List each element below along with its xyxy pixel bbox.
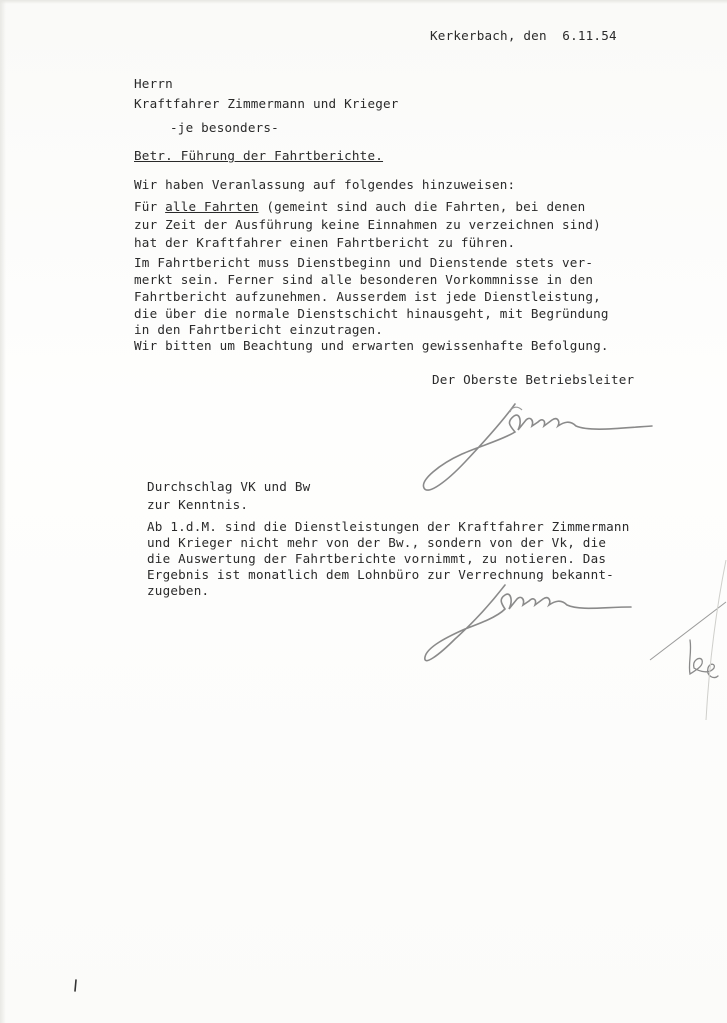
- copy-note-line-1: Durchschlag VK und Bw: [147, 479, 311, 494]
- copy-note-line-2: zur Kenntnis.: [147, 497, 249, 512]
- p1-underlined: alle Fahrten: [165, 199, 259, 214]
- signature-1: [410, 392, 660, 504]
- body-paragraph-2-line: merkt sein. Ferner sind alle besonderen Vorkommnisse in den: [134, 272, 594, 287]
- subject-line: Betr. Führung der Fahrtberichte.: [134, 148, 384, 163]
- body-paragraph-1-line-3: hat der Kraftfahrer einen Fahrtbericht zu führen.: [134, 235, 516, 250]
- signature-2: [405, 575, 635, 675]
- recipient-note: -je besonders-: [170, 120, 279, 135]
- recipient-names: Kraftfahrer Zimmermann und Krieger: [134, 96, 399, 111]
- body-paragraph-2-line: Wir bitten um Beachtung und erwarten gewissenhafte Befolgung.: [134, 338, 609, 353]
- paper-fold-mark: [700, 560, 727, 720]
- body-paragraph-2-line: in den Fahrtbericht einzutragen.: [134, 322, 384, 337]
- p1-rest: (gemeint sind auch die Fahrten, bei denen: [258, 199, 586, 214]
- copy-note-paragraph-line: Ab 1.d.M. sind die Dienstleistungen der Kraftfahrer Zimmermann: [147, 519, 630, 534]
- closing-title: Der Oberste Betriebsleiter: [432, 372, 635, 387]
- paper-edge-top: [0, 0, 727, 4]
- body-paragraph-2-line: Im Fahrtbericht muss Dienstbeginn und Dienstende stets ver-: [134, 255, 594, 270]
- p1-prefix: Für: [134, 199, 166, 214]
- paper-edge-left: [0, 0, 6, 1023]
- copy-note-paragraph-line: und Krieger nicht mehr von der Bw., sondern von der Vk, die: [147, 535, 607, 550]
- copy-note-paragraph-line: Ergebnis ist monatlich dem Lohnbüro zur Verrechnung bekannt-: [147, 567, 614, 582]
- body-paragraph-2-line: Fahrtbericht aufzunehmen. Ausserdem ist jede Dienstleistung,: [134, 289, 601, 304]
- recipient-salutation: Herrn: [134, 76, 173, 91]
- copy-note-paragraph-line: zugeben.: [147, 583, 210, 598]
- body-paragraph-1-line-2: zur Zeit der Ausführung keine Einnahmen zu verzeichnen sind): [134, 217, 601, 232]
- body-paragraph-1-line-1: [134, 199, 585, 215]
- place-date: Kerkerbach, den 6.11.54: [430, 28, 617, 43]
- ink-speck: [70, 978, 82, 994]
- body-intro: Wir haben Veranlassung auf folgendes hinzuweisen:: [134, 177, 516, 192]
- body-paragraph-2-line: die über die normale Dienstschicht hinausgeht, mit Begründung: [134, 306, 609, 321]
- copy-note-paragraph-line: die Auswertung der Fahrtberichte vornimmt, zu notieren. Das: [147, 551, 607, 566]
